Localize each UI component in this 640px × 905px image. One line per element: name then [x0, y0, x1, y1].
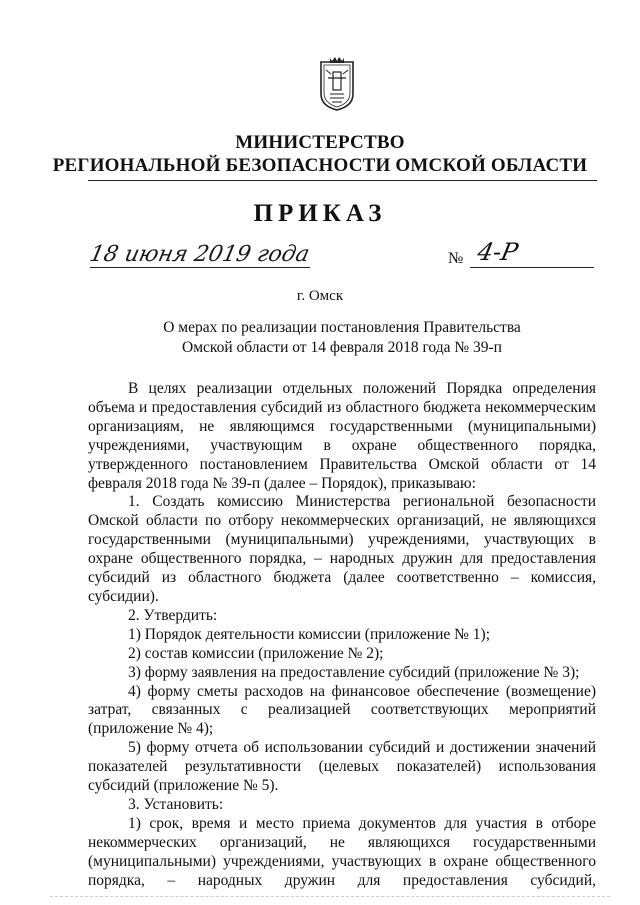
intro-paragraph: В целях реализации отдельных положений Порядка определения объема и предоставления субсидий из областного бюджета некоммерческим организациям, не являющимся государственными (муниципальными) учреждениями, участвующим в охране общественного порядка, утвержденного постановлением Правительства Омской области от 14 февраля 2018 года № 39-п (далее – Порядок), приказываю:: [88, 380, 596, 492]
subject-line1: О мерах по реализации постановления Правительства: [163, 319, 521, 336]
date-underline: [90, 267, 310, 268]
order-number-label: №: [448, 250, 464, 267]
order-body: [88, 380, 596, 890]
item-2-3: 3) форму заявления на предоставление субсидий (приложение № 3);: [128, 663, 580, 681]
order-date: 18 июня 2019 года: [87, 242, 312, 267]
item-2-5: 5) форму отчета об использовании субсидий и достижении значений показателей результативности (целевых показателей) использования субсидий (приложение № 5).: [88, 739, 596, 795]
scan-artifact-line: [50, 896, 610, 897]
item-2-1: 1) Порядок деятельности комиссии (приложение № 1);: [128, 625, 490, 643]
subject-line2: Омской области от 14 февраля 2018 года № 39-п: [182, 339, 502, 356]
item-2: 2. Утвердить:: [128, 606, 218, 624]
order-subject: [0, 318, 640, 358]
order-city: г. Омск: [296, 288, 344, 304]
header-divider: [88, 180, 597, 181]
omsk-coat-of-arms-icon: [318, 56, 356, 112]
item-3: 3. Установить:: [128, 795, 224, 813]
order-title: ПРИКАЗ: [253, 200, 387, 227]
item-2-2: 2) состав комиссии (приложение № 2);: [128, 644, 384, 662]
ministry-name-line2: РЕГИОНАЛЬНОЙ БЕЗОПАСНОСТИ ОМСКОЙ ОБЛАСТИ: [52, 155, 588, 176]
number-underline: [470, 267, 594, 268]
item-2-4: 4) форму сметы расходов на финансовое обеспечение (возмещение) затрат, связанных с реализацией соответствующих мероприятий (приложение № 4);: [88, 682, 596, 738]
ministry-name-line1: МИНИСТЕРСТВО: [235, 132, 405, 153]
item-3-1: 1) срок, время и место приема документов для участия в отборе некоммерческих организаций, не являющихся государственными (муниципальными) учреждениями, участвующих в охране общественного порядка, – народных дружин для предоставления субсидий,: [88, 814, 596, 889]
item-1: 1. Создать комиссию Министерства региональной безопасности Омской области по отбору некоммерческих организаций, не являющихся государственными (муниципальными) учреждениями, участвующих в охране общественного порядка, – народных дружин для предоставления субсидий из областного бюджета (далее соответственно – комиссия, субсидии).: [88, 493, 596, 605]
order-number: 4-Р: [475, 238, 521, 266]
